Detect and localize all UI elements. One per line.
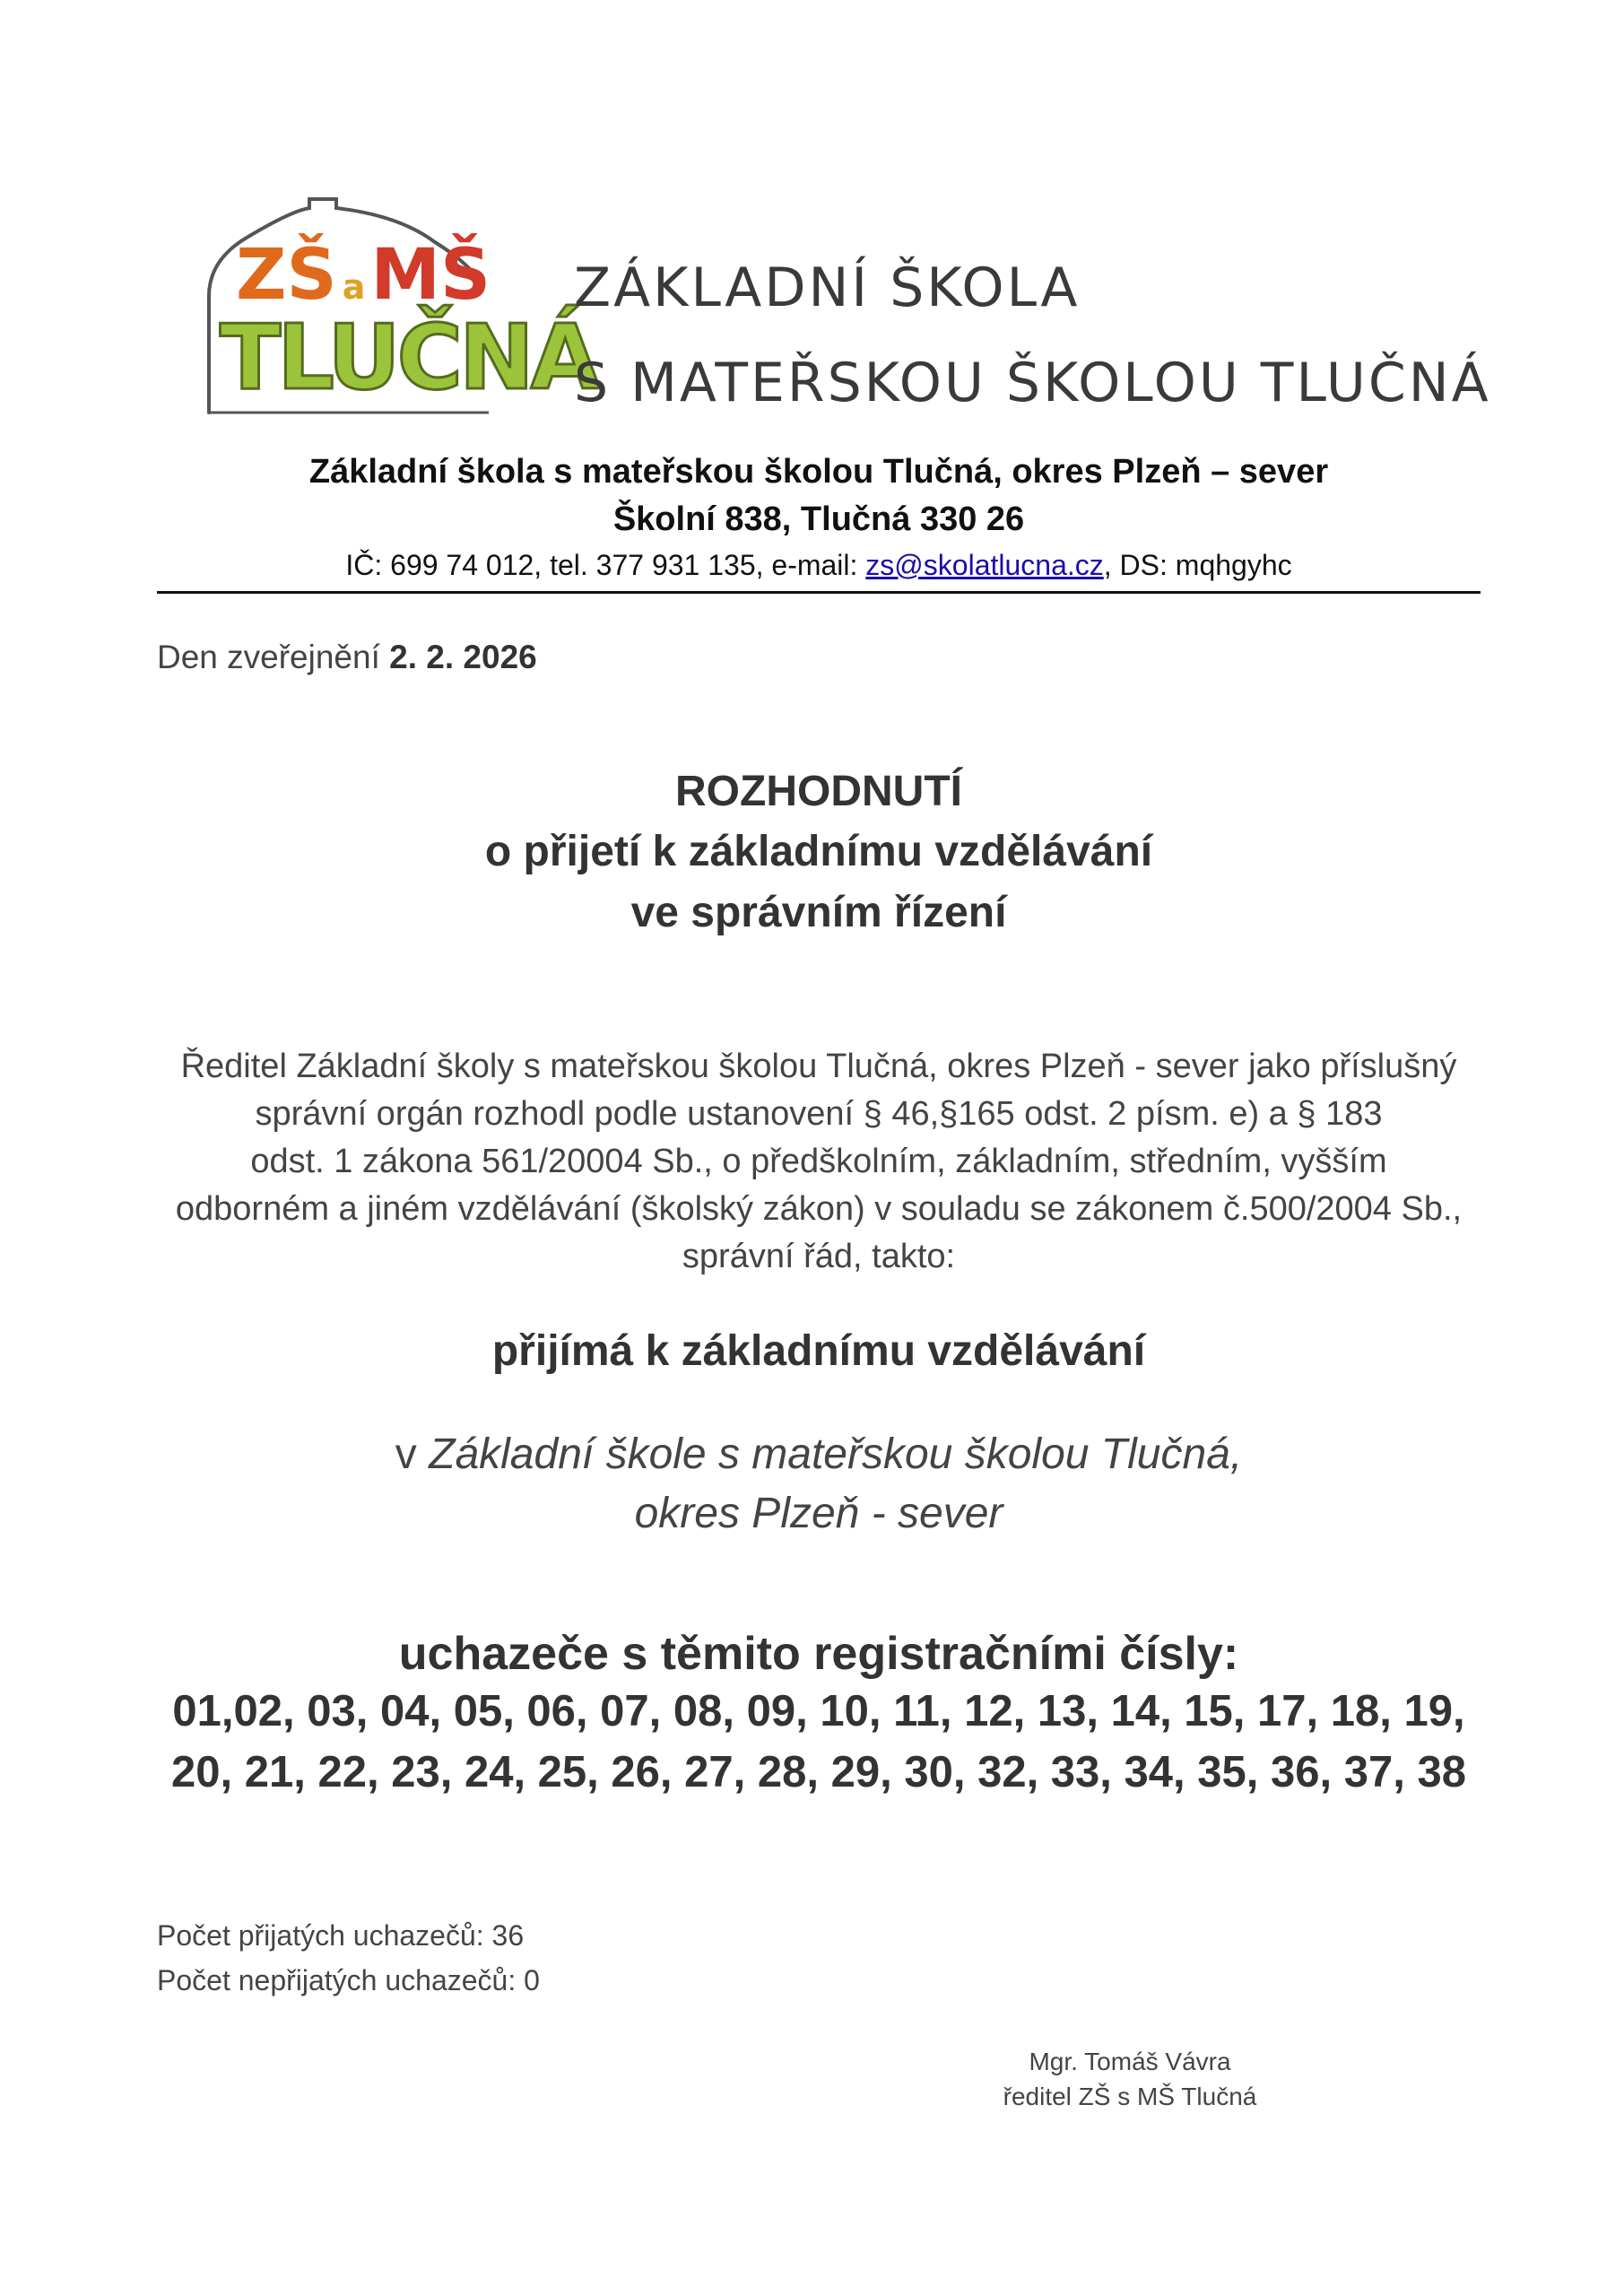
decision-subtitle: ve správním řízení: [630, 889, 1007, 936]
paragraph-line: Ředitel Základní školy s mateřskou školou Tlučná, okres Plzeň - sever jako příslušný: [180, 1048, 1457, 1085]
school-line: okres Plzeň - sever: [634, 1490, 1003, 1537]
registration-numbers: 01,02, 03, 04, 05, 06, 07, 08, 09, 10, 11, 12, 13, 14, 15, 17, 18, 19,: [172, 1687, 1465, 1735]
decision-title: ROZHODNUTÍ: [675, 768, 962, 815]
publication-date: [157, 639, 537, 676]
logo-zsms: [236, 235, 491, 316]
logo-tlucna: TLUČNÁ: [220, 305, 597, 410]
school-line-prefix: v: [395, 1431, 430, 1478]
school-address: Školní 838, Tlučná 330 26: [612, 500, 1025, 538]
logo-ms: MŠ: [370, 235, 491, 316]
registration-numbers: 20, 21, 22, 23, 24, 25, 26, 27, 28, 29, 30, 32, 33, 34, 35, 36, 37, 38: [171, 1748, 1466, 1796]
applicants-heading: uchazeče s těmito registračními čísly:: [398, 1628, 1239, 1680]
logo-a: a: [342, 267, 366, 307]
decision-subtitle: o přijetí k základnímu vzdělávání: [484, 828, 1153, 875]
school-line-italic: Základní škole s mateřskou školou Tlučná,: [429, 1431, 1243, 1478]
header-divider: [157, 591, 1481, 594]
contacts-prefix: IČ: 699 74 012, tel. 377 931 135, e-mail:: [345, 549, 866, 581]
paragraph-line: odst. 1 zákona 561/20004 Sb., o předškolním, základním, středním, vyšším: [250, 1143, 1387, 1180]
decision-paragraph: [157, 1043, 1481, 1281]
logo-zs: ZŠ: [236, 235, 337, 316]
rejected-count: Počet nepřijatých uchazečů: 0: [157, 1964, 540, 1996]
school-contacts: [157, 549, 1481, 582]
paragraph-line: správní řád, takto:: [682, 1238, 956, 1275]
school-logo-text: [574, 240, 1491, 430]
paragraph-line: odborném a jiném vzdělávání (školský zákon) v souladu se zákonem č.500/2004 Sb.,: [175, 1190, 1463, 1228]
accepts-heading: přijímá k základnímu vzdělávání: [491, 1327, 1146, 1375]
publication-date-value: 2. 2. 2026: [389, 639, 537, 675]
logo-text-line-2: S MATEŘSKOU ŠKOLOU TLUČNÁ: [574, 352, 1491, 414]
accepted-count: Počet přijatých uchazečů: 36: [157, 1919, 525, 1952]
email-link[interactable]: zs@skolatlucna.cz: [865, 549, 1104, 581]
signatory-name: Mgr. Tomáš Vávra: [1029, 2048, 1231, 2075]
signatory-role: ředitel ZŠ s MŠ Tlučná: [1003, 2083, 1257, 2110]
contacts-suffix: , DS: mqhgyhc: [1103, 549, 1292, 581]
logo-text-line-1: ZÁKLADNÍ ŠKOLA: [574, 257, 1081, 319]
school-name: Základní škola s mateřskou školou Tlučná, okres Plzeň – sever: [308, 453, 1329, 491]
publication-label: Den zveřejnění: [157, 639, 390, 675]
school-line: [157, 1430, 1481, 1479]
paragraph-line: správní orgán rozhodl podle ustanovení § 46,§165 odst. 2 písm. e) a § 183: [255, 1095, 1383, 1133]
school-logo: [193, 188, 597, 417]
